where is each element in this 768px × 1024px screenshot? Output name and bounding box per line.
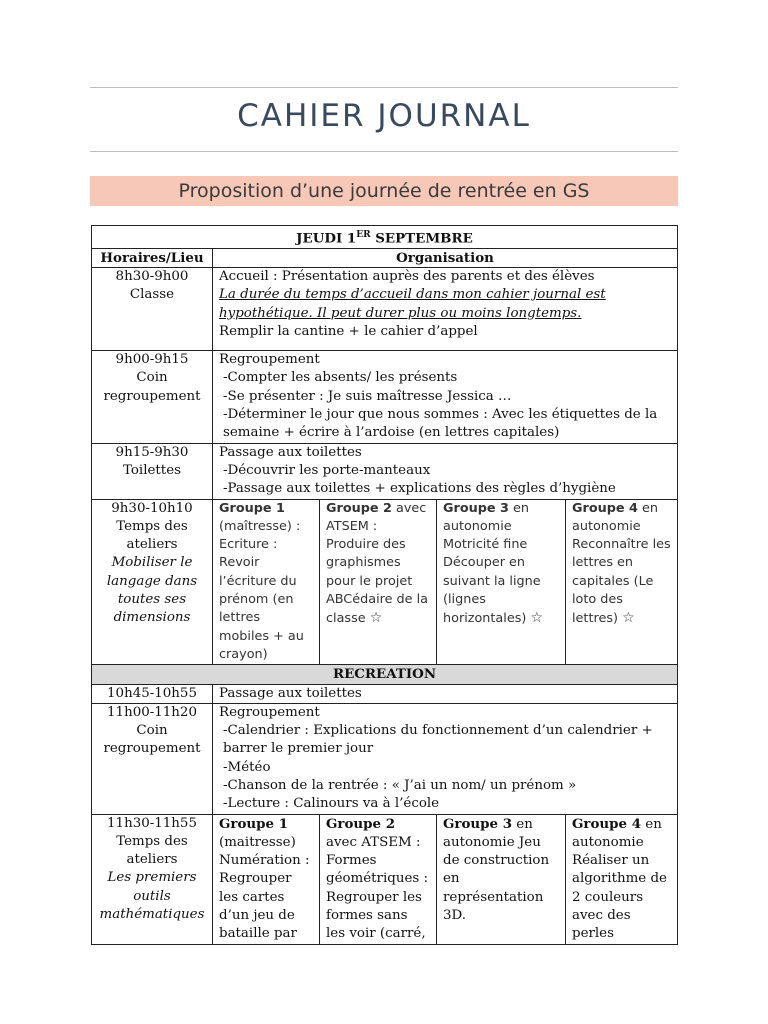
org-line: Accueil : Présentation auprès des parents et des élèves [219, 269, 595, 285]
group-name: Groupe 3 [443, 500, 509, 516]
group-description: avec ATSEM : Formes géométriques : Regrouper les formes sans les voir (carré, [326, 834, 429, 942]
time-slot: 9h00-9h15 [115, 352, 189, 368]
group-name: Groupe 4 [572, 500, 638, 516]
group-description: en autonomie Motricité fine Découper en suivant la ligne (lignes horizontales) [443, 500, 541, 627]
place: Toilettes [122, 462, 181, 478]
group-name: Groupe 1 [219, 815, 289, 832]
org-line: -Se présenter : Je suis maîtresse Jessica … [223, 388, 512, 404]
org-line: -Découvrir les porte-manteaux [223, 462, 431, 478]
time-slot: 9h15-9h30 [115, 444, 189, 460]
time-place-cell [92, 351, 213, 443]
title-rule [90, 151, 678, 152]
org-note: La durée du temps d’accueil dans mon cahier journal est hypothétique. Il peut durer plus ou moins longtemps. [219, 287, 606, 321]
organisation-cell [213, 703, 678, 814]
place: Coin regroupement [103, 370, 201, 404]
time-place-cell [92, 443, 213, 499]
table-row [92, 268, 678, 351]
recreation-row [92, 665, 678, 684]
place: Coin regroupement [103, 723, 201, 757]
org-line: Regroupement [219, 704, 320, 720]
group-cell [320, 499, 437, 665]
journal-table [91, 225, 678, 945]
group-description: (maitresse) Numération : Regrouper les cartes d’un jeu de bataille par [219, 834, 310, 942]
column-header-hours: Horaires/Lieu [92, 248, 213, 267]
domain-focus: Mobiliser le langage dans toutes ses dimensions [106, 555, 198, 626]
group-cell [437, 499, 566, 665]
column-header-row [92, 248, 678, 267]
org-line: Passage aux toilettes [213, 684, 678, 703]
table-row [92, 684, 678, 703]
time-place-cell [92, 814, 213, 944]
place: Temps des ateliers [116, 518, 188, 553]
star-icon: ☆ [369, 610, 383, 627]
time-slot: 8h30-9h00 [115, 269, 189, 285]
star-icon: ☆ [622, 610, 635, 627]
star-icon: ☆ [530, 610, 544, 627]
group-cell [213, 814, 320, 944]
org-line: -Chanson de la rentrée : « J’ai un nom/ un prénom » [223, 778, 577, 793]
table-row [92, 499, 678, 665]
table-row [92, 703, 678, 814]
page-title: CAHIER JOURNAL [237, 98, 531, 134]
table-row [92, 351, 678, 443]
org-line: -Calendrier : Explications du fonctionnement d’un calendrier + barrer le premier jour [223, 723, 653, 757]
organisation-cell [213, 351, 678, 443]
org-line: -Météo [223, 759, 271, 775]
day-heading: JEUDI 1ER SEPTEMBRE [92, 226, 678, 249]
time-slot: 11h00-11h20 [107, 704, 197, 720]
group-description: (maîtresse) : Ecriture : Revoir l’écriture du prénom (en lettres mobiles + au crayon) [219, 518, 304, 662]
top-rule [90, 87, 678, 88]
recreation-label: RECREATION [92, 665, 678, 684]
group-description: en autonomie Réaliser un algorithme de 2 couleurs avec des perles [572, 816, 667, 942]
org-line: Remplir la cantine + le cahier d’appel [219, 323, 478, 339]
day-row [92, 226, 678, 249]
time-slot: 9h30-10h10 [111, 500, 193, 516]
time-place-cell [92, 268, 213, 351]
org-line: Passage aux toilettes [219, 444, 362, 460]
org-line: -Passage aux toilettes + explications des règles d’hygiène [223, 481, 616, 497]
group-name: Groupe 3 [443, 815, 513, 832]
organisation-cell [213, 443, 678, 499]
time-place-cell [92, 703, 213, 814]
table-row [92, 814, 678, 944]
org-line: Regroupement [219, 352, 320, 368]
group-name: Groupe 2 [326, 815, 396, 832]
organisation-cell [213, 268, 678, 351]
time-slot: 10h45-10h55 [92, 684, 213, 703]
group-cell [566, 499, 678, 665]
org-line: -Lecture : Calinours va à l’école [223, 796, 440, 812]
domain-focus: Les premiers outils mathématiques [99, 870, 205, 923]
time-slot: 11h30-11h55 [107, 815, 197, 831]
group-cell [566, 814, 678, 944]
place: Classe [129, 287, 175, 303]
group-cell [213, 499, 320, 665]
place: Temps des ateliers [116, 833, 188, 868]
page-subtitle: Proposition d’une journée de rentrée en GS [90, 176, 678, 206]
group-description: en autonomie Reconnaître les lettres en capitales (Le loto des lettres) [572, 500, 671, 627]
group-name: Groupe 4 [572, 815, 642, 832]
table-row [92, 443, 678, 499]
group-description: en autonomie Jeu de construction en représentation 3D. [443, 816, 550, 924]
org-line: -Compter les absents/ les présents [223, 370, 458, 386]
time-place-cell [92, 499, 213, 665]
group-name: Groupe 2 [326, 500, 392, 516]
column-header-organisation: Organisation [213, 248, 678, 267]
org-line: -Déterminer le jour que nous sommes : Avec les étiquettes de la semaine + écrire à l’ardoise (en lettres capitales) [223, 406, 658, 441]
group-name: Groupe 1 [219, 500, 285, 516]
group-description: avec ATSEM : Produire des graphismes pour le projet ABCédaire de la classe [326, 500, 429, 627]
group-cell [437, 814, 566, 944]
group-cell [320, 814, 437, 944]
